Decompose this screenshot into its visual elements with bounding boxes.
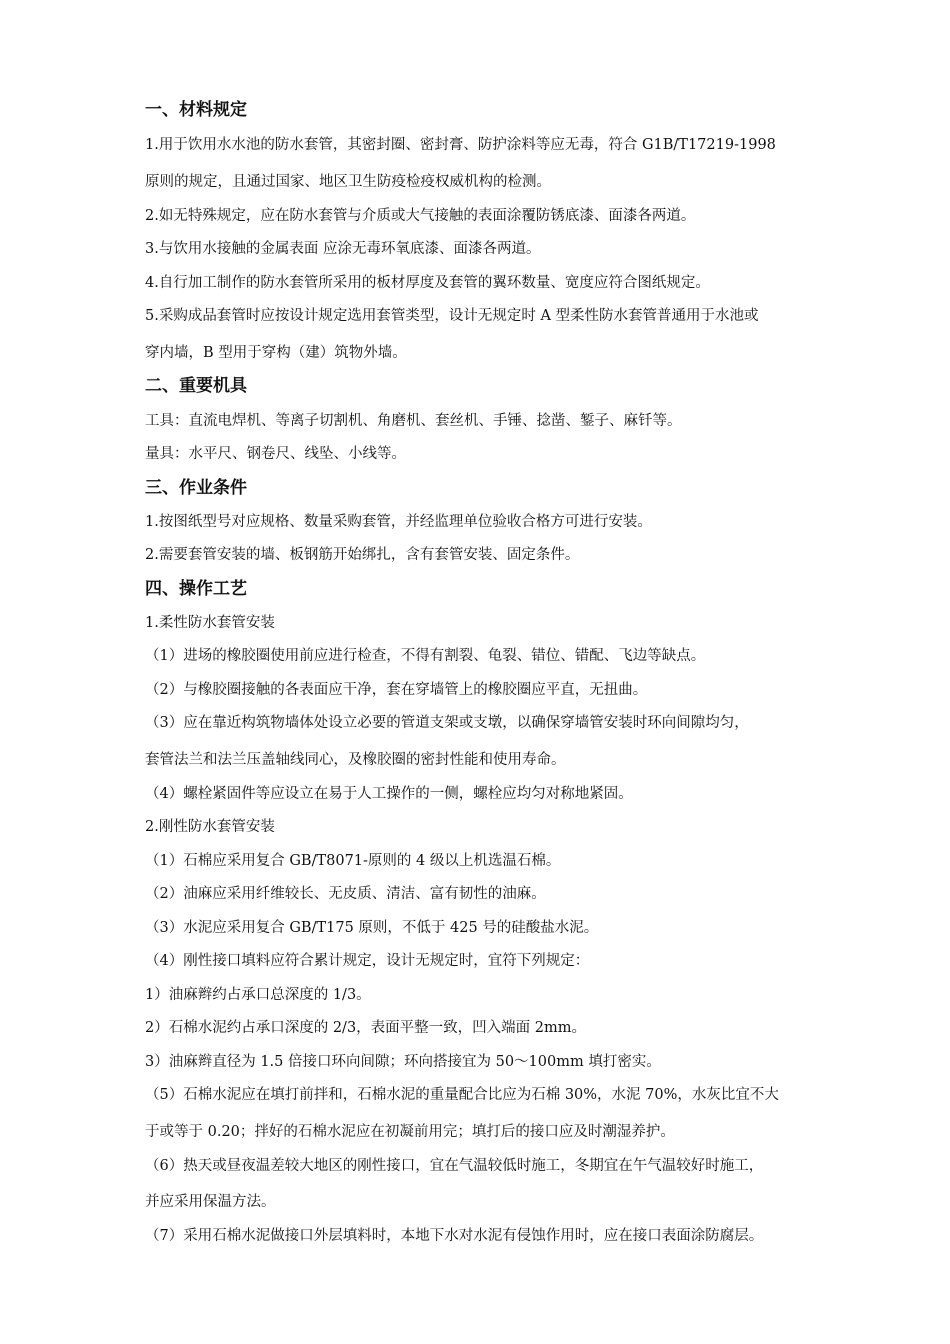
paragraph-line: （2）与橡胶圈接触的各表面应干净，套在穿墙管上的橡胶圈应平直，无扭曲。 xyxy=(145,682,648,698)
paragraph-line: 于或等于 0.20；拌好的石棉水泥应在初凝前用完；填打后的接口应及时潮湿养护。 xyxy=(145,1124,675,1140)
paragraph-line: （4）螺栓紧固件等应设立在易于人工操作的一侧，螺栓应均匀对称地紧固。 xyxy=(145,786,633,802)
paragraph-line: 3.与饮用水接触的金属表面 应涂无毒环氧底漆、面漆各两道。 xyxy=(145,241,541,257)
paragraph-line: 1.柔性防水套管安装 xyxy=(145,615,275,631)
paragraph-line: 2.如无特殊规定，应在防水套管与介质或大气接触的表面涂覆防锈底漆、面漆各两道。 xyxy=(145,208,696,224)
paragraph-line: （1）进场的橡胶圈使用前应进行检查，不得有割裂、龟裂、错位、错配、飞边等缺点。 xyxy=(145,648,706,664)
paragraph-line: 量具：水平尺、钢卷尺、线坠、小线等。 xyxy=(145,446,406,462)
section-heading-materials: 一、材料规定 xyxy=(145,100,247,120)
paragraph-line: 工具：直流电焊机、等离子切割机、角磨机、套丝机、手锤、捻凿、錾子、麻钎等。 xyxy=(145,413,682,429)
paragraph-line: 2.需要套管安装的墙、板钢筋开始绑扎，含有套管安装、固定条件。 xyxy=(145,547,580,563)
paragraph-line: 并应采用保温方法。 xyxy=(145,1194,276,1210)
paragraph-line: （4）刚性接口填料应符合累计规定，设计无规定时，宜符下列规定： xyxy=(145,953,590,969)
paragraph-line: （3）水泥应采用复合 GB/T175 原则，不低于 425 号的硅酸盐水泥。 xyxy=(145,920,599,936)
paragraph-line: （5）石棉水泥应在填打前拌和，石棉水泥的重量配合比应为石棉 30%，水泥 70%，水灰比宜不大 xyxy=(145,1087,779,1103)
section-heading-conditions: 三、作业条件 xyxy=(145,478,247,498)
paragraph-line: 3）油麻辫直径为 1.5 倍接口环向间隙；环向搭接宜为 50～100mm 填打密实。 xyxy=(145,1054,661,1070)
paragraph-line: 套管法兰和法兰压盖轴线同心，及橡胶圈的密封性能和使用寿命。 xyxy=(145,752,566,768)
paragraph-line: （2）油麻应采用纤维较长、无皮质、清洁、富有韧性的油麻。 xyxy=(145,886,546,902)
paragraph-line: （6）热天或昼夜温差较大地区的刚性接口，宜在气温较低时施工，冬期宜在午气温较好时施工， xyxy=(145,1158,764,1174)
section-heading-process: 四、操作工艺 xyxy=(145,579,247,599)
paragraph-line: 2）石棉水泥约占承口深度的 2/3，表面平整一致，凹入端面 2mm。 xyxy=(145,1020,587,1036)
paragraph-line: 1）油麻辫约占承口总深度的 1/3。 xyxy=(145,987,371,1003)
paragraph-line: 2.刚性防水套管安装 xyxy=(145,819,275,835)
paragraph-line: 穿内墙，B 型用于穿构（建）筑物外墙。 xyxy=(145,345,407,361)
paragraph-line: 原则的规定，且通过国家、地区卫生防疫检疫权威机构的检测。 xyxy=(145,174,551,190)
section-heading-tools: 二、重要机具 xyxy=(145,376,247,396)
paragraph-line: 4.自行加工制作的防水套管所采用的板材厚度及套管的翼环数量、宽度应符合图纸规定。 xyxy=(145,275,710,291)
paragraph-line: （7）采用石棉水泥做接口外层填料时，本地下水对水泥有侵蚀作用时，应在接口表面涂防腐层。 xyxy=(145,1228,764,1244)
paragraph-line: 1.按图纸型号对应规格、数量采购套管，并经监理单位验收合格方可进行安装。 xyxy=(145,514,652,530)
paragraph-line: （3）应在靠近构筑物墙体处设立必要的管道支架或支墩，以确保穿墙管安装时环向间隙均匀， xyxy=(145,715,749,731)
paragraph-line: 5.采购成品套管时应按设计规定选用套管类型，设计无规定时 A 型柔性防水套管普通用于水池或 xyxy=(145,308,759,324)
paragraph-line: 1.用于饮用水水池的防水套管，其密封圈、密封膏、防护涂料等应无毒，符合 G1B/T17219-1998 xyxy=(145,137,776,153)
paragraph-line: （1）石棉应采用复合 GB/T8071-原则的 4 级以上机选温石棉。 xyxy=(145,853,561,869)
